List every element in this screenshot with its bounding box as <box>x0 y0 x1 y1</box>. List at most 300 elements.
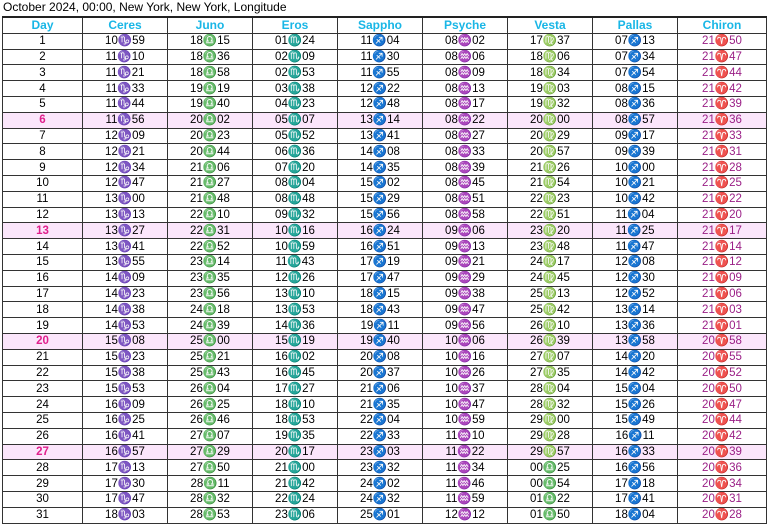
table-row <box>3 81 767 97</box>
vesta-cell: 21♍54 <box>508 175 593 191</box>
table-row <box>3 207 767 223</box>
sappho-cell: 15♐56 <box>338 207 423 223</box>
ceres-cell: 16♑57 <box>83 444 168 460</box>
eros-cell: 17♏27 <box>253 381 338 397</box>
eros-cell: 16♏02 <box>253 349 338 365</box>
table-row <box>3 286 767 302</box>
juno-cell: 21♎48 <box>168 191 253 207</box>
eros-cell: 16♏45 <box>253 365 338 381</box>
pallas-cell: 13♐36 <box>593 318 678 334</box>
sappho-cell: 20♐37 <box>338 365 423 381</box>
psyche-cell: 09♒56 <box>423 318 508 334</box>
eros-cell: 06♏36 <box>253 144 338 160</box>
chiron-cell: 21♈28 <box>678 160 767 176</box>
psyche-cell: 09♒06 <box>423 223 508 239</box>
chiron-cell: 21♈09 <box>678 270 767 286</box>
chiron-cell: 21♈01 <box>678 318 767 334</box>
ceres-cell: 17♑30 <box>83 476 168 492</box>
eros-cell: 01♏24 <box>253 33 338 49</box>
chiron-cell: 20♈50 <box>678 381 767 397</box>
eros-cell: 18♏10 <box>253 397 338 413</box>
eros-cell: 03♏38 <box>253 81 338 97</box>
eros-cell: 21♏00 <box>253 460 338 476</box>
sappho-cell: 12♐48 <box>338 96 423 112</box>
chiron-cell: 21♈17 <box>678 223 767 239</box>
ceres-cell: 15♑08 <box>83 333 168 349</box>
psyche-cell: 12♒12 <box>423 507 508 523</box>
table-row <box>3 175 767 191</box>
vesta-cell: 01♎22 <box>508 491 593 507</box>
ceres-cell: 15♑38 <box>83 365 168 381</box>
vesta-cell: 23♍48 <box>508 239 593 255</box>
pallas-cell: 09♐17 <box>593 128 678 144</box>
sappho-cell: 12♐22 <box>338 81 423 97</box>
vesta-cell: 00♎54 <box>508 476 593 492</box>
juno-cell: 22♎10 <box>168 207 253 223</box>
day-cell: 26 <box>3 428 83 444</box>
day-cell: 30 <box>3 491 83 507</box>
psyche-cell: 11♒59 <box>423 491 508 507</box>
table-row <box>3 191 767 207</box>
vesta-cell: 25♍42 <box>508 302 593 318</box>
ceres-cell: 14♑53 <box>83 318 168 334</box>
ceres-cell: 12♑47 <box>83 175 168 191</box>
day-cell: 10 <box>3 175 83 191</box>
psyche-cell: 08♒45 <box>423 175 508 191</box>
juno-cell: 20♎44 <box>168 144 253 160</box>
pallas-cell: 10♐42 <box>593 191 678 207</box>
pallas-cell: 14♐20 <box>593 349 678 365</box>
vesta-cell: 20♍29 <box>508 128 593 144</box>
column-header-pallas: Pallas <box>593 17 678 33</box>
vesta-cell: 22♍51 <box>508 207 593 223</box>
eros-cell: 07♏20 <box>253 160 338 176</box>
chiron-cell: 21♈47 <box>678 49 767 65</box>
pallas-cell: 09♐39 <box>593 144 678 160</box>
vesta-cell: 01♎50 <box>508 507 593 523</box>
vesta-cell: 24♍45 <box>508 270 593 286</box>
ceres-cell: 11♑33 <box>83 81 168 97</box>
vesta-cell: 18♍06 <box>508 49 593 65</box>
pallas-cell: 13♐58 <box>593 333 678 349</box>
day-cell: 5 <box>3 96 83 112</box>
table-row <box>3 491 767 507</box>
sappho-cell: 17♐47 <box>338 270 423 286</box>
ceres-cell: 11♑10 <box>83 49 168 65</box>
chiron-cell: 21♈20 <box>678 207 767 223</box>
chiron-cell: 20♈36 <box>678 460 767 476</box>
pallas-cell: 17♐18 <box>593 476 678 492</box>
ephemeris-table <box>2 16 767 524</box>
table-row <box>3 476 767 492</box>
table-row <box>3 365 767 381</box>
juno-cell: 19♎19 <box>168 81 253 97</box>
pallas-cell: 08♐36 <box>593 96 678 112</box>
sappho-cell: 14♐08 <box>338 144 423 160</box>
juno-cell: 20♎02 <box>168 112 253 128</box>
chiron-cell: 20♈44 <box>678 412 767 428</box>
sappho-cell: 11♐30 <box>338 49 423 65</box>
vesta-cell: 26♍10 <box>508 318 593 334</box>
chiron-cell: 20♈47 <box>678 397 767 413</box>
chiron-cell: 21♈36 <box>678 112 767 128</box>
pallas-cell: 12♐30 <box>593 270 678 286</box>
column-header-sappho: Sappho <box>338 17 423 33</box>
pallas-cell: 16♐56 <box>593 460 678 476</box>
pallas-cell: 11♐47 <box>593 239 678 255</box>
table-row <box>3 33 767 49</box>
day-cell: 16 <box>3 270 83 286</box>
juno-cell: 25♎43 <box>168 365 253 381</box>
eros-cell: 22♏24 <box>253 491 338 507</box>
day-cell: 24 <box>3 397 83 413</box>
sappho-cell: 25♐01 <box>338 507 423 523</box>
psyche-cell: 08♒22 <box>423 112 508 128</box>
table-row <box>3 96 767 112</box>
chiron-cell: 20♈52 <box>678 365 767 381</box>
psyche-cell: 09♒47 <box>423 302 508 318</box>
column-header-eros: Eros <box>253 17 338 33</box>
chiron-cell: 20♈28 <box>678 507 767 523</box>
sappho-cell: 11♐55 <box>338 65 423 81</box>
column-header-juno: Juno <box>168 17 253 33</box>
chiron-cell: 21♈31 <box>678 144 767 160</box>
juno-cell: 23♎14 <box>168 254 253 270</box>
day-cell: 19 <box>3 318 83 334</box>
juno-cell: 21♎27 <box>168 175 253 191</box>
ceres-cell: 18♑03 <box>83 507 168 523</box>
ceres-cell: 12♑34 <box>83 160 168 176</box>
psyche-cell: 10♒59 <box>423 412 508 428</box>
ceres-cell: 13♑00 <box>83 191 168 207</box>
psyche-cell: 10♒26 <box>423 365 508 381</box>
eros-cell: 19♏35 <box>253 428 338 444</box>
eros-cell: 20♏17 <box>253 444 338 460</box>
juno-cell: 27♎29 <box>168 444 253 460</box>
vesta-cell: 27♍35 <box>508 365 593 381</box>
eros-cell: 10♏59 <box>253 239 338 255</box>
eros-cell: 02♏53 <box>253 65 338 81</box>
ceres-cell: 12♑09 <box>83 128 168 144</box>
juno-cell: 22♎31 <box>168 223 253 239</box>
juno-cell: 19♎40 <box>168 96 253 112</box>
day-cell: 6 <box>3 112 83 128</box>
pallas-cell: 11♐25 <box>593 223 678 239</box>
juno-cell: 23♎56 <box>168 286 253 302</box>
psyche-cell: 08♒27 <box>423 128 508 144</box>
column-header-chiron: Chiron <box>678 17 767 33</box>
ceres-cell: 13♑41 <box>83 239 168 255</box>
ceres-cell: 10♑59 <box>83 33 168 49</box>
psyche-cell: 08♒17 <box>423 96 508 112</box>
day-cell: 13 <box>3 223 83 239</box>
table-row <box>3 460 767 476</box>
psyche-cell: 10♒37 <box>423 381 508 397</box>
sappho-cell: 20♐08 <box>338 349 423 365</box>
juno-cell: 25♎00 <box>168 333 253 349</box>
table-row <box>3 223 767 239</box>
day-cell: 15 <box>3 254 83 270</box>
pallas-cell: 16♐11 <box>593 428 678 444</box>
vesta-cell: 29♍00 <box>508 412 593 428</box>
chiron-cell: 20♈34 <box>678 476 767 492</box>
psyche-cell: 09♒29 <box>423 270 508 286</box>
day-cell: 23 <box>3 381 83 397</box>
eros-cell: 13♏10 <box>253 286 338 302</box>
pallas-cell: 12♐08 <box>593 254 678 270</box>
psyche-cell: 08♒13 <box>423 81 508 97</box>
ceres-cell: 11♑56 <box>83 112 168 128</box>
eros-cell: 09♏32 <box>253 207 338 223</box>
juno-cell: 18♎15 <box>168 33 253 49</box>
psyche-cell: 08♒09 <box>423 65 508 81</box>
day-cell: 25 <box>3 412 83 428</box>
table-row <box>3 112 767 128</box>
page-title: October 2024, 00:00, New York, New York, Longitude <box>3 0 287 14</box>
sappho-cell: 18♐15 <box>338 286 423 302</box>
sappho-cell: 13♐14 <box>338 112 423 128</box>
day-cell: 2 <box>3 49 83 65</box>
juno-cell: 23♎35 <box>168 270 253 286</box>
vesta-cell: 28♍04 <box>508 381 593 397</box>
psyche-cell: 08♒51 <box>423 191 508 207</box>
chiron-cell: 21♈50 <box>678 33 767 49</box>
sappho-cell: 22♐04 <box>338 412 423 428</box>
column-header-psyche: Psyche <box>423 17 508 33</box>
sappho-cell: 15♐29 <box>338 191 423 207</box>
eros-cell: 11♏43 <box>253 254 338 270</box>
ceres-cell: 15♑23 <box>83 349 168 365</box>
day-cell: 17 <box>3 286 83 302</box>
eros-cell: 05♏07 <box>253 112 338 128</box>
chiron-cell: 21♈39 <box>678 96 767 112</box>
chiron-cell: 21♈42 <box>678 81 767 97</box>
vesta-cell: 20♍00 <box>508 112 593 128</box>
juno-cell: 25♎21 <box>168 349 253 365</box>
day-cell: 7 <box>3 128 83 144</box>
table-body <box>3 33 767 523</box>
sappho-cell: 18♐43 <box>338 302 423 318</box>
pallas-cell: 08♐57 <box>593 112 678 128</box>
vesta-cell: 27♍07 <box>508 349 593 365</box>
header-row <box>3 17 767 33</box>
vesta-cell: 18♍34 <box>508 65 593 81</box>
pallas-cell: 08♐15 <box>593 81 678 97</box>
vesta-cell: 21♍26 <box>508 160 593 176</box>
table-row <box>3 333 767 349</box>
eros-cell: 10♏16 <box>253 223 338 239</box>
juno-cell: 24♎39 <box>168 318 253 334</box>
pallas-cell: 18♐04 <box>593 507 678 523</box>
juno-cell: 24♎18 <box>168 302 253 318</box>
pallas-cell: 12♐52 <box>593 286 678 302</box>
psyche-cell: 11♒22 <box>423 444 508 460</box>
ceres-cell: 17♑13 <box>83 460 168 476</box>
juno-cell: 18♎36 <box>168 49 253 65</box>
pallas-cell: 15♐04 <box>593 381 678 397</box>
eros-cell: 05♏52 <box>253 128 338 144</box>
ceres-cell: 11♑21 <box>83 65 168 81</box>
day-cell: 28 <box>3 460 83 476</box>
pallas-cell: 07♐34 <box>593 49 678 65</box>
chiron-cell: 21♈33 <box>678 128 767 144</box>
juno-cell: 18♎58 <box>168 65 253 81</box>
psyche-cell: 08♒58 <box>423 207 508 223</box>
psyche-cell: 09♒13 <box>423 239 508 255</box>
eros-cell: 08♏48 <box>253 191 338 207</box>
pallas-cell: 10♐00 <box>593 160 678 176</box>
sappho-cell: 19♐40 <box>338 333 423 349</box>
juno-cell: 26♎25 <box>168 397 253 413</box>
psyche-cell: 10♒16 <box>423 349 508 365</box>
day-cell: 11 <box>3 191 83 207</box>
psyche-cell: 09♒21 <box>423 254 508 270</box>
pallas-cell: 10♐21 <box>593 175 678 191</box>
psyche-cell: 08♒06 <box>423 49 508 65</box>
table-row <box>3 318 767 334</box>
ceres-cell: 13♑13 <box>83 207 168 223</box>
juno-cell: 28♎11 <box>168 476 253 492</box>
chiron-cell: 21♈14 <box>678 239 767 255</box>
day-cell: 1 <box>3 33 83 49</box>
vesta-cell: 23♍20 <box>508 223 593 239</box>
juno-cell: 22♎52 <box>168 239 253 255</box>
sappho-cell: 21♐35 <box>338 397 423 413</box>
chiron-cell: 20♈39 <box>678 444 767 460</box>
sappho-cell: 16♐51 <box>338 239 423 255</box>
vesta-cell: 28♍32 <box>508 397 593 413</box>
chiron-cell: 20♈42 <box>678 428 767 444</box>
sappho-cell: 15♐02 <box>338 175 423 191</box>
chiron-cell: 20♈55 <box>678 349 767 365</box>
vesta-cell: 19♍32 <box>508 96 593 112</box>
chiron-cell: 20♈58 <box>678 333 767 349</box>
pallas-cell: 13♐14 <box>593 302 678 318</box>
table-row <box>3 444 767 460</box>
vesta-cell: 22♍23 <box>508 191 593 207</box>
psyche-cell: 09♒38 <box>423 286 508 302</box>
pallas-cell: 15♐49 <box>593 412 678 428</box>
pallas-cell: 15♐26 <box>593 397 678 413</box>
sappho-cell: 13♐41 <box>338 128 423 144</box>
ceres-cell: 14♑23 <box>83 286 168 302</box>
psyche-cell: 10♒47 <box>423 397 508 413</box>
juno-cell: 28♎32 <box>168 491 253 507</box>
chiron-cell: 21♈12 <box>678 254 767 270</box>
day-cell: 8 <box>3 144 83 160</box>
chiron-cell: 20♈31 <box>678 491 767 507</box>
day-cell: 22 <box>3 365 83 381</box>
vesta-cell: 00♎25 <box>508 460 593 476</box>
table-row <box>3 239 767 255</box>
day-cell: 21 <box>3 349 83 365</box>
ceres-cell: 14♑09 <box>83 270 168 286</box>
ceres-cell: 11♑44 <box>83 96 168 112</box>
pallas-cell: 17♐41 <box>593 491 678 507</box>
juno-cell: 27♎50 <box>168 460 253 476</box>
ceres-cell: 16♑25 <box>83 412 168 428</box>
eros-cell: 14♏36 <box>253 318 338 334</box>
juno-cell: 26♎04 <box>168 381 253 397</box>
table-row <box>3 254 767 270</box>
day-cell: 4 <box>3 81 83 97</box>
pallas-cell: 07♐54 <box>593 65 678 81</box>
sappho-cell: 23♐32 <box>338 460 423 476</box>
chiron-cell: 21♈03 <box>678 302 767 318</box>
day-cell: 14 <box>3 239 83 255</box>
sappho-cell: 19♐11 <box>338 318 423 334</box>
eros-cell: 02♏09 <box>253 49 338 65</box>
pallas-cell: 11♐04 <box>593 207 678 223</box>
day-cell: 12 <box>3 207 83 223</box>
psyche-cell: 11♒10 <box>423 428 508 444</box>
vesta-cell: 24♍17 <box>508 254 593 270</box>
juno-cell: 27♎07 <box>168 428 253 444</box>
ceres-cell: 13♑55 <box>83 254 168 270</box>
sappho-cell: 17♐19 <box>338 254 423 270</box>
ceres-cell: 12♑21 <box>83 144 168 160</box>
eros-cell: 13♏53 <box>253 302 338 318</box>
vesta-cell: 26♍39 <box>508 333 593 349</box>
table-row <box>3 397 767 413</box>
table-row <box>3 381 767 397</box>
table-row <box>3 144 767 160</box>
ceres-cell: 17♑47 <box>83 491 168 507</box>
sappho-cell: 23♐03 <box>338 444 423 460</box>
vesta-cell: 25♍13 <box>508 286 593 302</box>
sappho-cell: 21♐06 <box>338 381 423 397</box>
column-header-ceres: Ceres <box>83 17 168 33</box>
eros-cell: 23♏06 <box>253 507 338 523</box>
sappho-cell: 24♐32 <box>338 491 423 507</box>
day-cell: 31 <box>3 507 83 523</box>
vesta-cell: 29♍57 <box>508 444 593 460</box>
table-row <box>3 160 767 176</box>
pallas-cell: 16♐33 <box>593 444 678 460</box>
vesta-cell: 19♍03 <box>508 81 593 97</box>
table-row <box>3 270 767 286</box>
eros-cell: 04♏23 <box>253 96 338 112</box>
chiron-cell: 21♈06 <box>678 286 767 302</box>
chiron-cell: 21♈44 <box>678 65 767 81</box>
pallas-cell: 07♐13 <box>593 33 678 49</box>
ceres-cell: 16♑09 <box>83 397 168 413</box>
sappho-cell: 14♐35 <box>338 160 423 176</box>
psyche-cell: 08♒02 <box>423 33 508 49</box>
vesta-cell: 29♍28 <box>508 428 593 444</box>
eros-cell: 08♏04 <box>253 175 338 191</box>
table-row <box>3 65 767 81</box>
psyche-cell: 10♒06 <box>423 333 508 349</box>
ceres-cell: 13♑27 <box>83 223 168 239</box>
day-cell: 18 <box>3 302 83 318</box>
day-cell: 29 <box>3 476 83 492</box>
juno-cell: 20♎23 <box>168 128 253 144</box>
ceres-cell: 16♑41 <box>83 428 168 444</box>
psyche-cell: 08♒39 <box>423 160 508 176</box>
chiron-cell: 21♈25 <box>678 175 767 191</box>
table-row <box>3 49 767 65</box>
juno-cell: 28♎53 <box>168 507 253 523</box>
sappho-cell: 16♐24 <box>338 223 423 239</box>
chiron-cell: 21♈22 <box>678 191 767 207</box>
sappho-cell: 24♐02 <box>338 476 423 492</box>
vesta-cell: 20♍57 <box>508 144 593 160</box>
juno-cell: 21♎06 <box>168 160 253 176</box>
day-cell: 9 <box>3 160 83 176</box>
day-cell: 27 <box>3 444 83 460</box>
table-row <box>3 428 767 444</box>
